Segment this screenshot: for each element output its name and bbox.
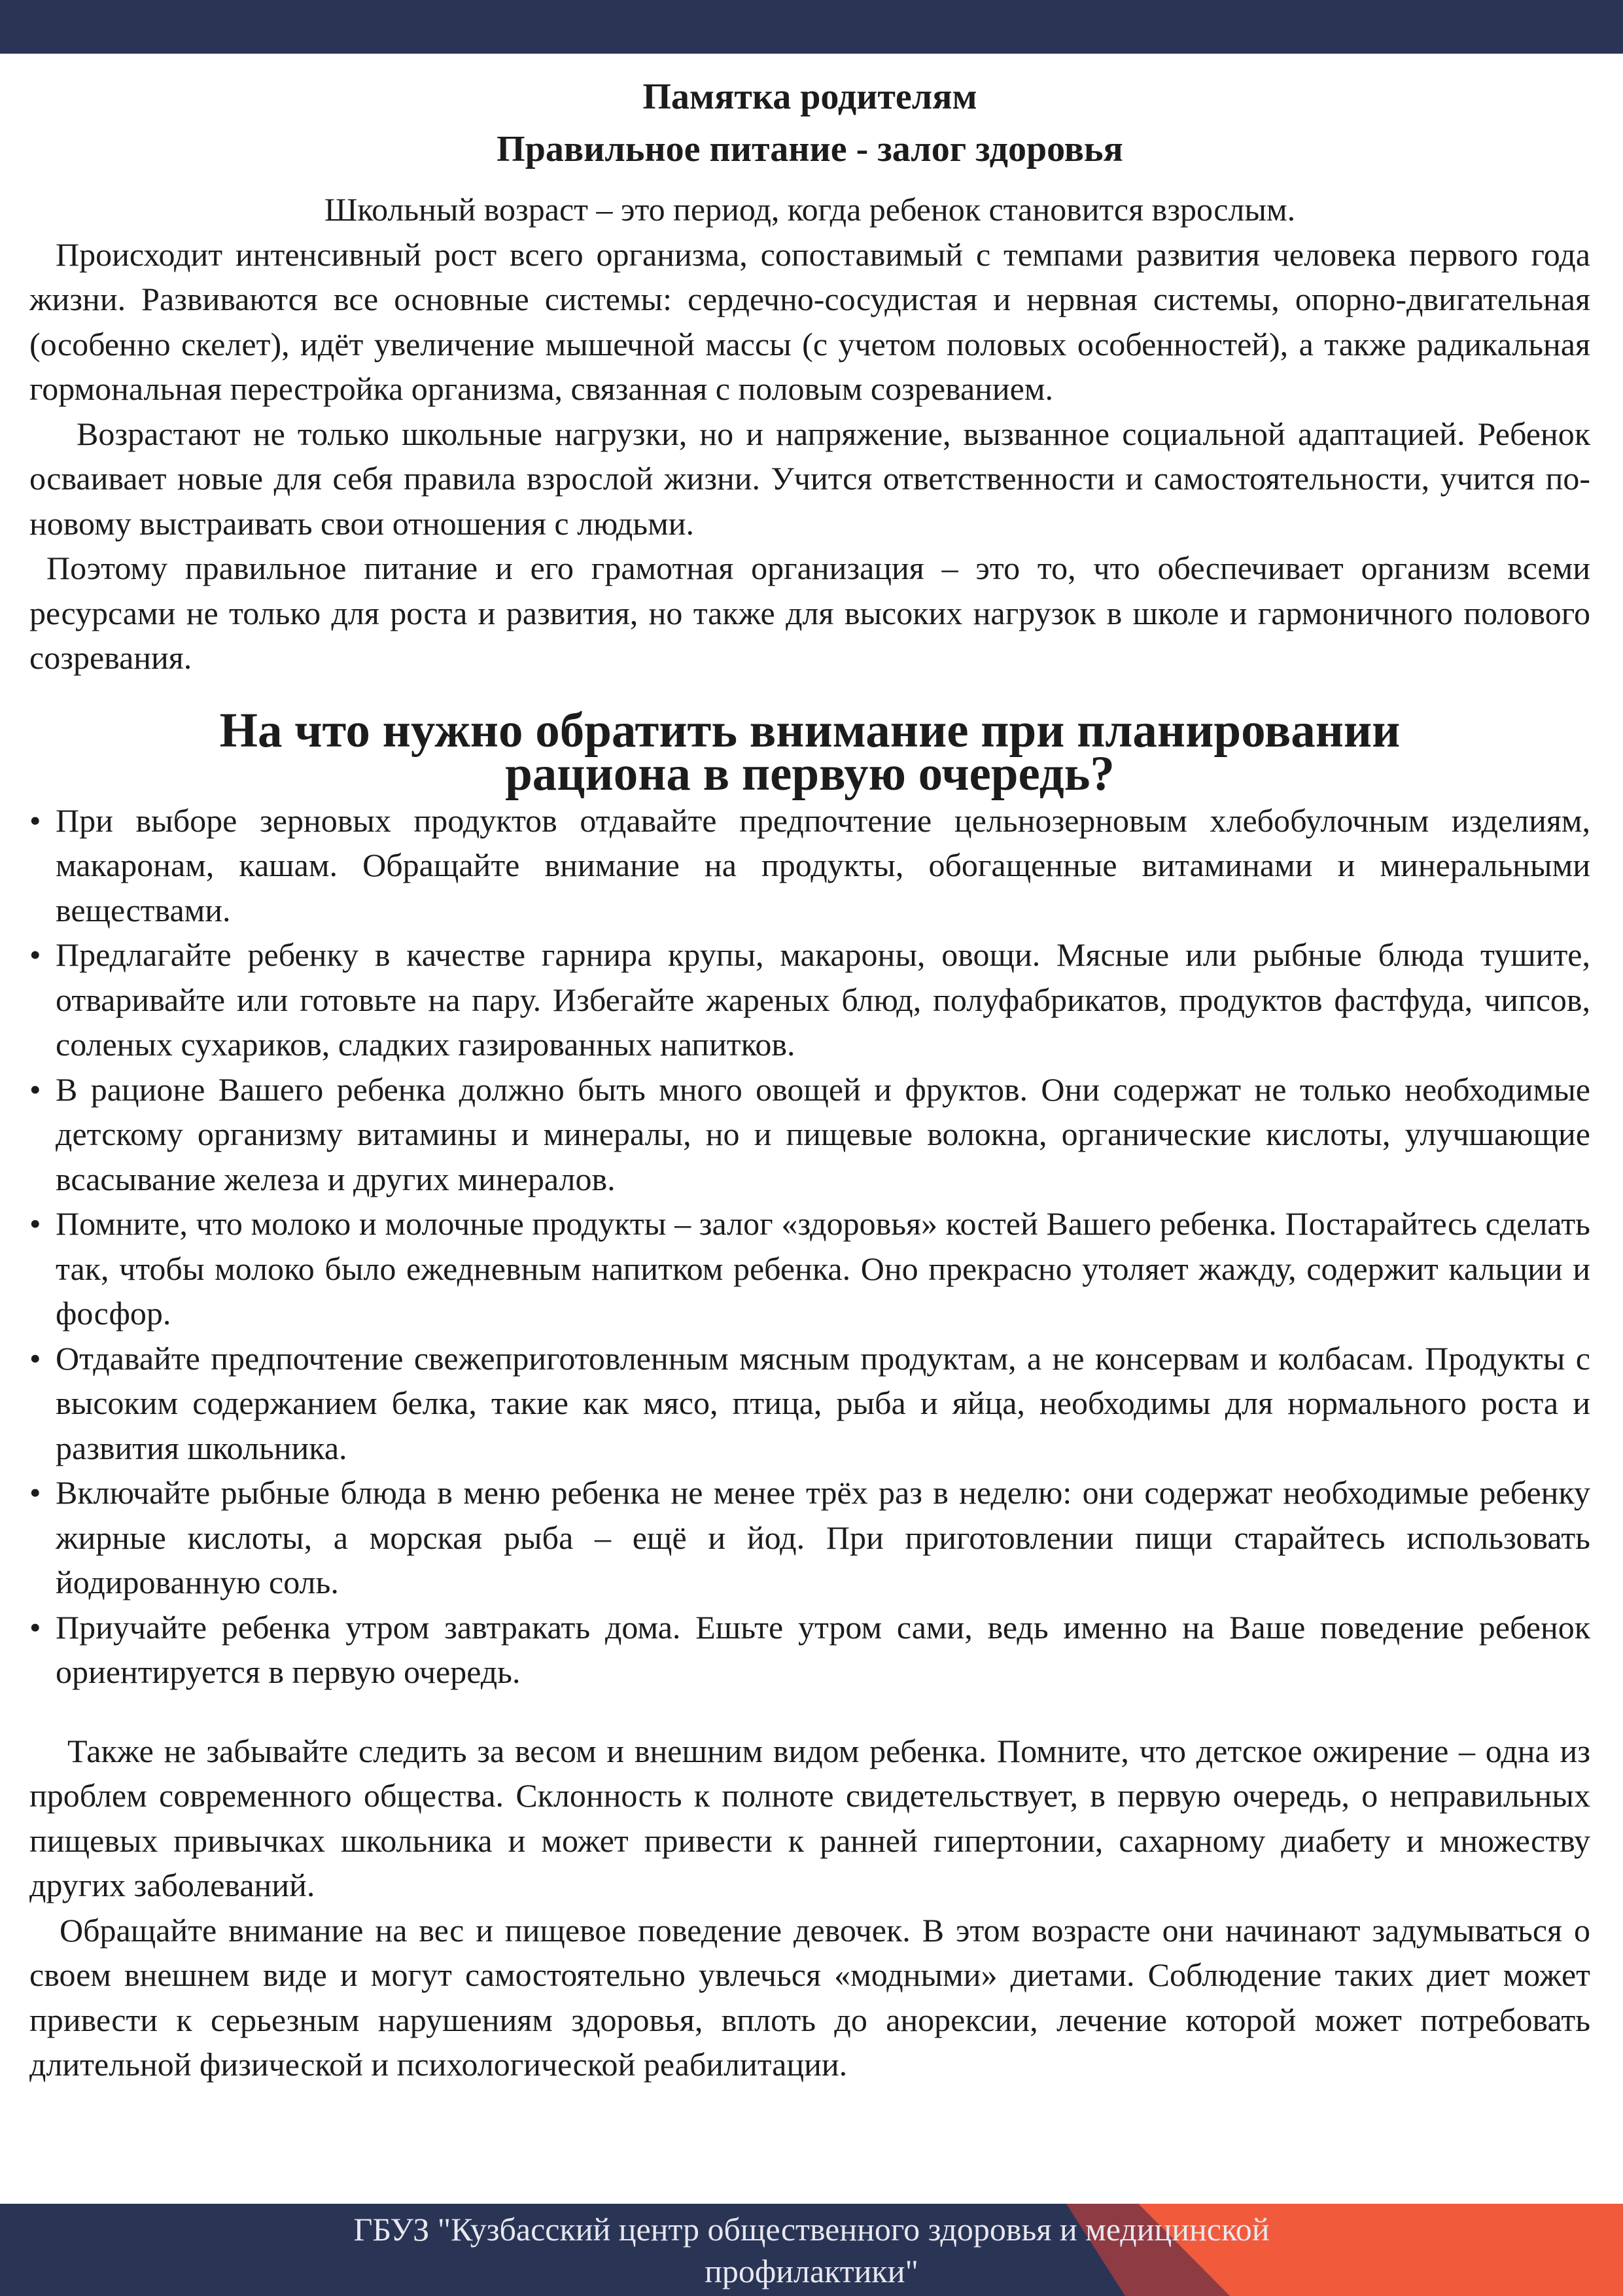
top-banner [0,0,1623,54]
bullet-icon: • [29,802,41,839]
list-item-text: Отдавайте предпочтение свежеприготовленным мясным продуктам, а не консервам и колбасам. Продукты с высоким содержанием белка, такие как мясо, птица, рыба и яйца, необходимы для нормального роста и развития школьника. [56,1339,1590,1466]
list-item [29,1336,1590,1471]
title-line-1: Памятка родителям [642,77,977,117]
tips-list [29,798,1590,1695]
list-item [29,1470,1590,1605]
list-item [29,1605,1590,1695]
intro-lead: Школьный возраст – это период, когда ребенок становится взрослым. [324,191,1296,228]
tips-heading [29,703,1590,801]
section-spacer [29,1695,1590,1729]
list-item [29,932,1590,1067]
closing-paragraph-1: Также не забывайте следить за весом и внешним видом ребенка. Помните, что детское ожирение – одна из проблем современного общества. Склонность к полноте свидетельствует, в первую очередь, о неправильных пищевых привычках школьника и может привести к ранней гипертонии, сахарному диабету и множеству других заболеваний. [29,1732,1590,1903]
list-item-text: Предлагайте ребенку в качестве гарнира крупы, макароны, овощи. Мясные или рыбные блюда тушите, отваривайте или готовьте на пару. Избегайте жареных блюд, полуфабрикатов, продуктов фастфуда, чипсов, соленых сухариков, сладких газированных напитков. [56,936,1590,1063]
list-item-text: При выборе зерновых продуктов отдавайте предпочтение цельнозерновым хлебобулочным изделиям, макаронам, кашам. Обращайте внимание на продукты, обогащенные витаминами и минеральными веществами. [56,802,1590,928]
bullet-icon: • [29,1339,41,1377]
footer-banner [0,2204,1623,2296]
list-item-text: В рационе Вашего ребенка должно быть много овощей и фруктов. Они содержат не только необходимые детскому организму витамины и минералы, но и пищевые волокна, органические кислоты, улучшающие всасывание железа и других минералов. [56,1070,1590,1197]
tips-heading-line-1: На что нужно обратить внимание при планировании [219,703,1401,758]
bullet-icon: • [29,936,41,973]
title-line-2: Правильное питание - залог здоровья [497,129,1123,169]
list-item-text: Приучайте ребенка утром завтракать дома. Ешьте утром сами, ведь именно на Ваше поведение ребенок ориентируется в первую очередь. [56,1608,1590,1690]
document-title [29,71,1590,175]
footer-organization [0,2204,1623,2296]
tips-heading-line-2: рациона в первую очередь? [505,746,1115,801]
intro-paragraph-3: Поэтому правильное питание и его грамотная организация – это то, что обеспечивает организм всеми ресурсами не только для роста и развития, но также для высоких нагрузок в школе и гармоничного полового созревания. [29,550,1590,676]
bullet-icon: • [29,1608,41,1646]
intro-paragraph-1: Происходит интенсивный рост всего организма, сопоставимый с темпами развития человека первого года жизни. Развиваются все основные системы: сердечно-сосудистая и нервная системы, опорно-двигательная (особенно скелет), идёт увеличение мышечной массы (с учетом половых особенностей), а также радикальная гормональная перестройка организма, связанная с половым созреванием. [29,236,1590,407]
closing-paragraph-2: Обращайте внимание на вес и пищевое поведение девочек. В этом возрасте они начинают задумываться о своем внешнем виде и могут самостоятельно увлечься «модными» диетами. Соблюдение таких диет может привести к серьезным нарушениям здоровья, вплоть до анорексии, лечение которой может потребовать длительной физической и психологической реабилитации. [29,1911,1590,2083]
bullet-icon: • [29,1474,41,1511]
list-item [29,1201,1590,1336]
intro-paragraph-2: Возрастают не только школьные нагрузки, но и напряжение, вызванное социальной адаптацией. Ребенок осваивает новые для себя правила взрослой жизни. Учится ответственности и самостоятельности, учится по-новому выстраивать свои отношения с людьми. [29,415,1590,542]
list-item-text: Помните, что молоко и молочные продукты – залог «здоровья» костей Вашего ребенка. Постарайтесь сделать так, чтобы молоко было ежедневным напитком ребенка. Оно прекрасно утоляет жажду, содержит кальции и фосфор. [56,1205,1590,1332]
list-item [29,1067,1590,1202]
bullet-icon: • [29,1205,41,1242]
list-item [29,798,1590,933]
list-item-text: Включайте рыбные блюда в меню ребенка не менее трёх раз в неделю: они содержат необходимые ребенку жирные кислоты, а морская рыба – ещё и йод. При приготовлении пищи старайтесь использовать йодированную соль. [56,1474,1590,1600]
bullet-icon: • [29,1070,41,1108]
document-body [29,71,1590,2087]
footer-organization-text: ГБУЗ "Кузбасский центр общественного здоровья и медицинской профилактики" [353,2210,1270,2289]
